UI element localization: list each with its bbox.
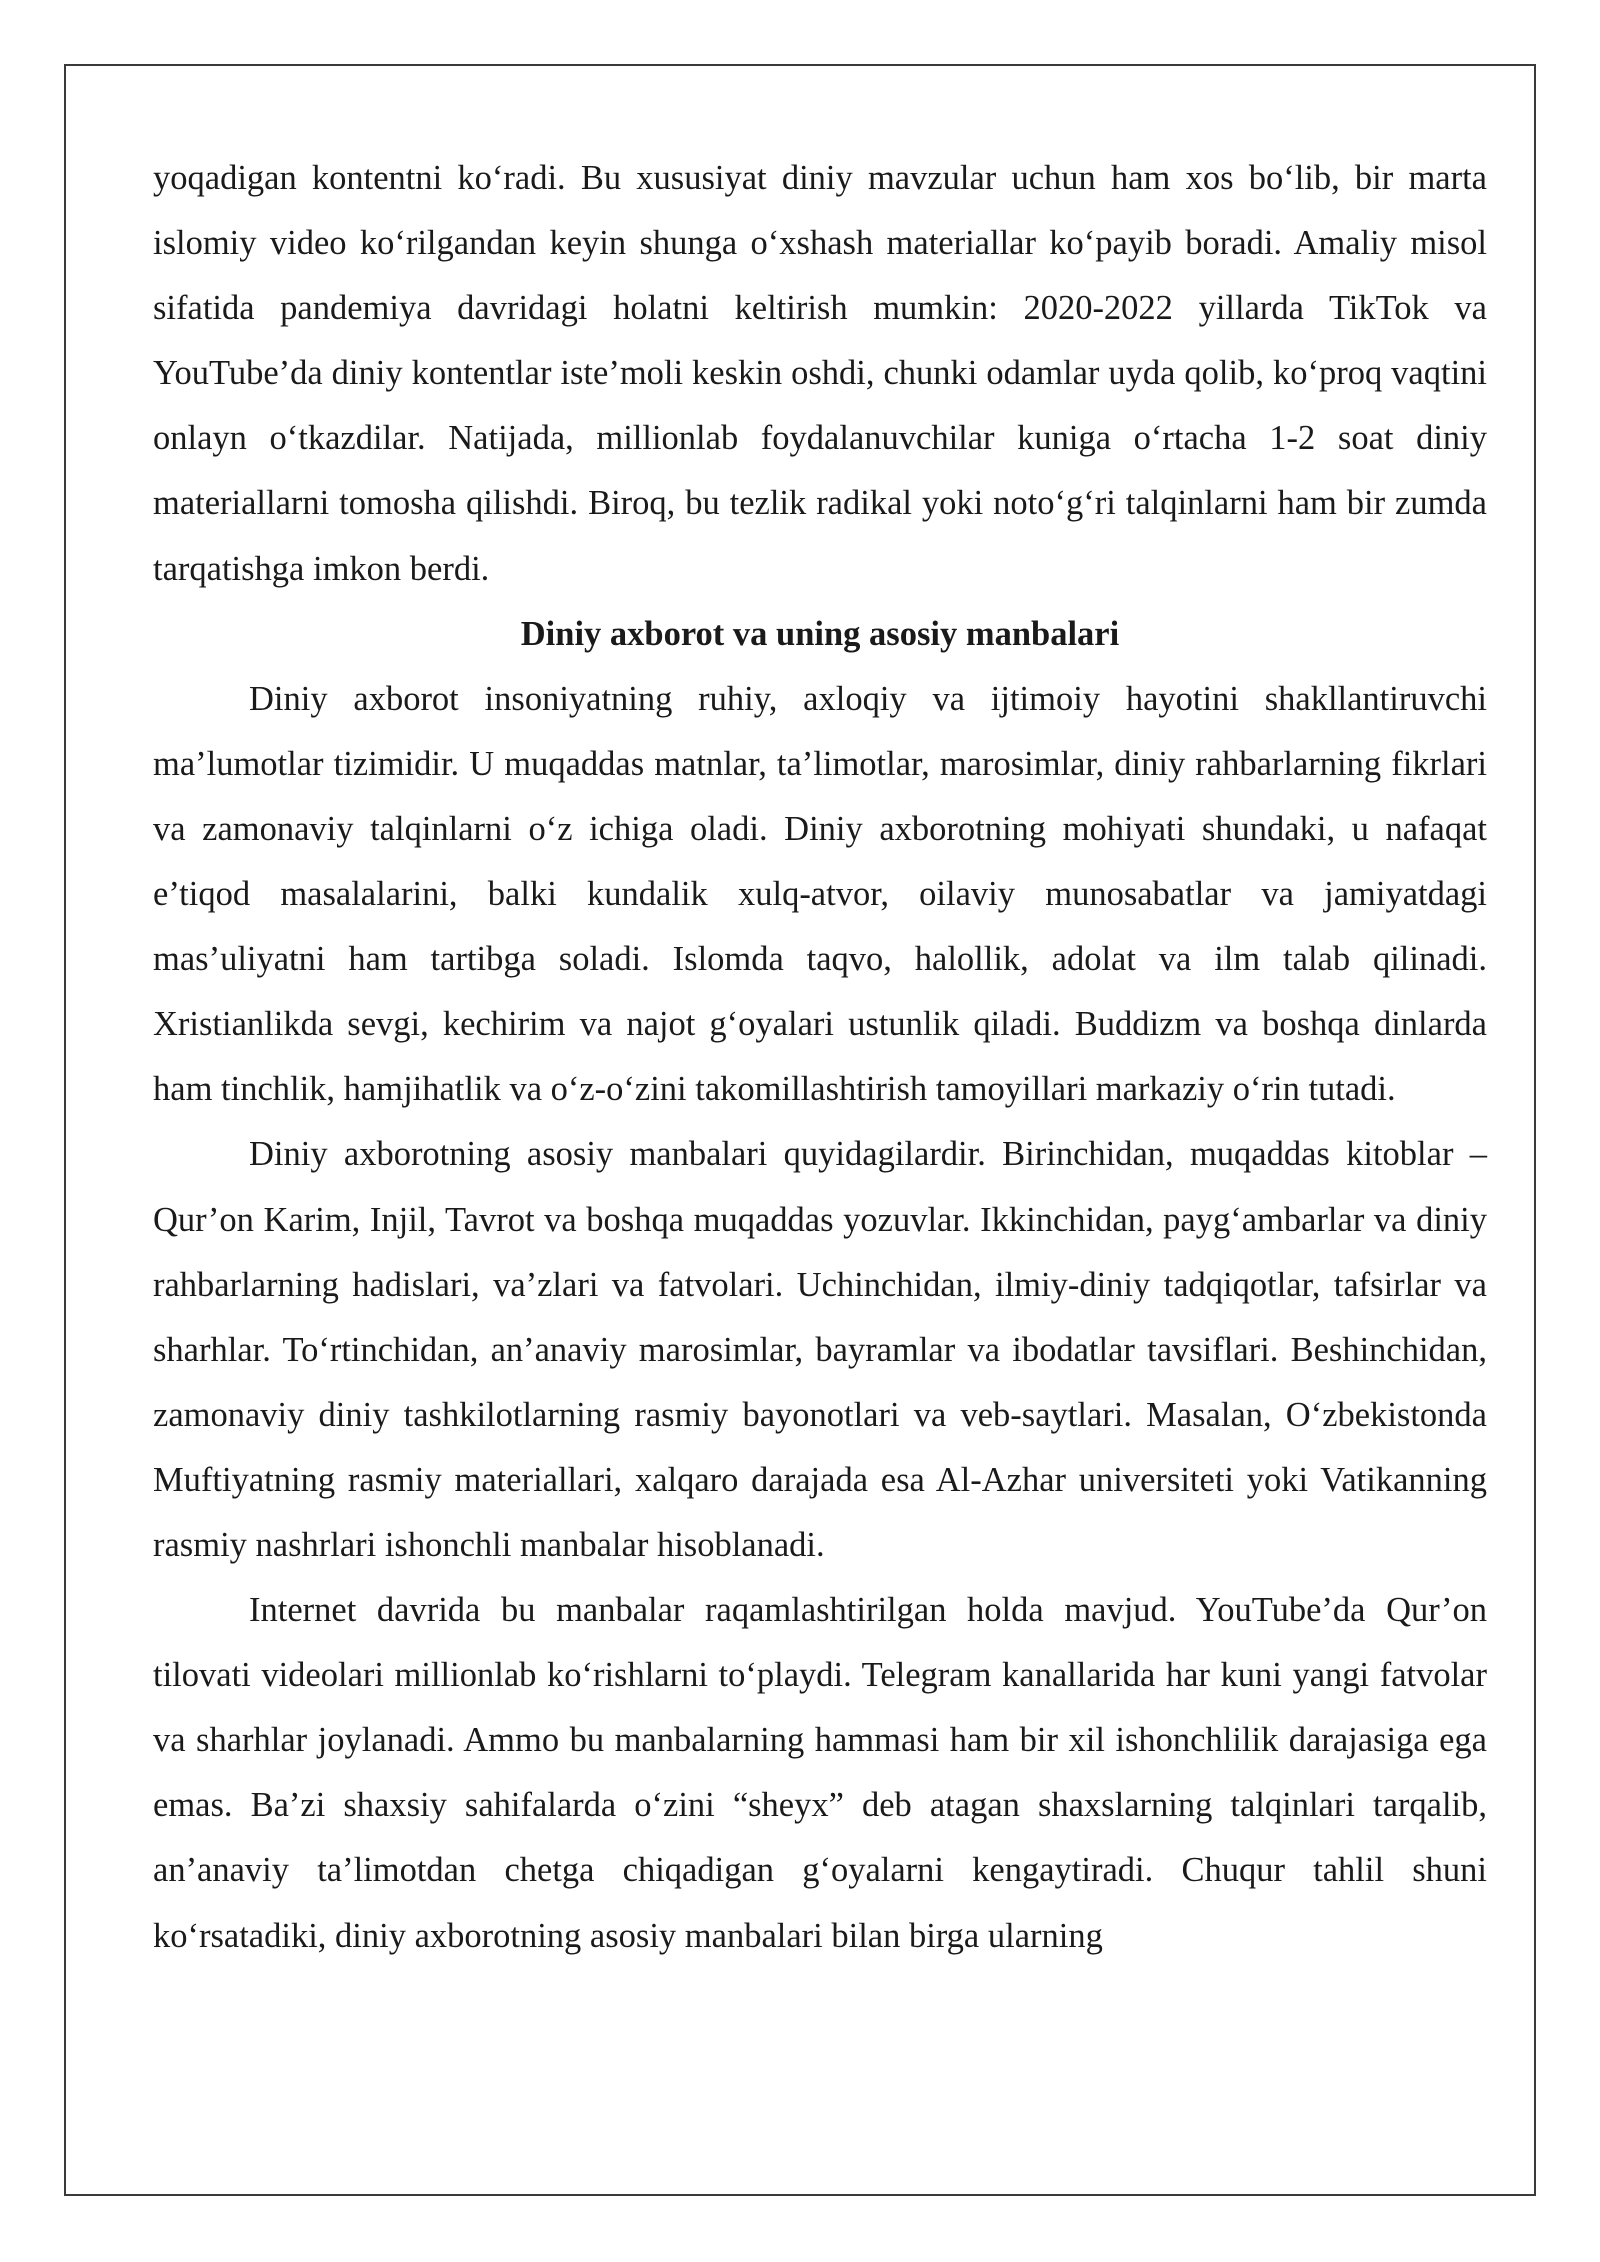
document-body [153, 146, 1487, 1969]
paragraph-religious-information: Diniy axborot insoniyatning ruhiy, axloqiy va ijtimoiy hayotini shakllantiruvchi ma’lumotlar tizimidir. U muqaddas matnlar, ta’limotlar, marosimlar, diniy rahbarlarning fikrlari va zamonaviy talqinlarni o‘z ichiga oladi. Diniy axborotning mohiyati shundaki, u nafaqat e’tiqod masalalarini, balki kundalik xulq-atvor, oilaviy munosabatlar va jamiyatdagi mas’uliyatni ham tartibga soladi. Islomda taqvo, halollik, adolat va ilm talab qilinadi. Xristianlikda sevgi, kechirim va najot g‘oyalari ustunlik qiladi. Buddizm va boshqa dinlarda ham tinchlik, hamjihatlik va o‘z-o‘zini takomillashtirish tamoyillari markaziy o‘rin tutadi. [153, 679, 1487, 1109]
paragraph-main-sources: Diniy axborotning asosiy manbalari quyidagilardir. Birinchidan, muqaddas kitoblar – Qur’on Karim, Injil, Tavrot va boshqa muqaddas yozuvlar. Ikkinchidan, payg‘ambarlar va diniy rahbarlarning hadislari, va’zlari va fatvolari. Uchinchidan, ilmiy-diniy tadqiqotlar, tafsirlar va sharhlar. To‘rtinchidan, an’anaviy marosimlar, bayramlar va ibodatlar tavsiflari. Beshinchidan, zamonaviy diniy tashkilotlarning rasmiy bayonotlari va veb-saytlari. Masalan, O‘zbekistonda Muftiyatning rasmiy materiallari, xalqaro darajada esa Al-Azhar universiteti yoki Vatikanning rasmiy nashrlari ishonchli manbalar hisoblanadi. [153, 1135, 1487, 1564]
paragraph-internet-era: Internet davrida bu manbalar raqamlashtirilgan holda mavjud. YouTube’da Qur’on tilovati videolari millionlab ko‘rishlarni to‘playdi. Telegram kanallarida har kuni yangi fatvolar va sharhlar joylanadi. Ammo bu manbalarning hammasi ham bir xil ishonchlilik darajasiga ega emas. Ba’zi shaxsiy sahifalarda o‘zini “sheyx” deb atagan shaxslarning talqinlari tarqalib, an’anaviy ta’limotdan chetga chiqadigan g‘oyalarni kengaytiradi. Chuqur tahlil shuni ko‘rsatadiki, diniy axborotning asosiy manbalari bilan birga ularning [153, 1591, 1487, 1955]
paragraph-continued: yoqadigan kontentni ko‘radi. Bu xususiyat diniy mavzular uchun ham xos bo‘lib, bir marta islomiy video ko‘rilgandan keyin shunga o‘xshash materiallar ko‘payib boradi. Amaliy misol sifatida pandemiya davridagi holatni keltirish mumkin: 2020-2022 yillarda TikTok va YouTube’da diniy kontentlar iste’moli keskin oshdi, chunki odamlar uyda qolib, ko‘proq vaqtini onlayn o‘tkazdilar. Natijada, millionlab foydalanuvchilar kuniga o‘rtacha 1-2 soat diniy materiallarni tomosha qilishdi. Biroq, bu tezlik radikal yoki noto‘g‘ri talqinlarni ham bir zumda tarqatishga imkon berdi. [153, 159, 1487, 588]
section-heading: Diniy axborot va uning asosiy manbalari [520, 614, 1120, 653]
